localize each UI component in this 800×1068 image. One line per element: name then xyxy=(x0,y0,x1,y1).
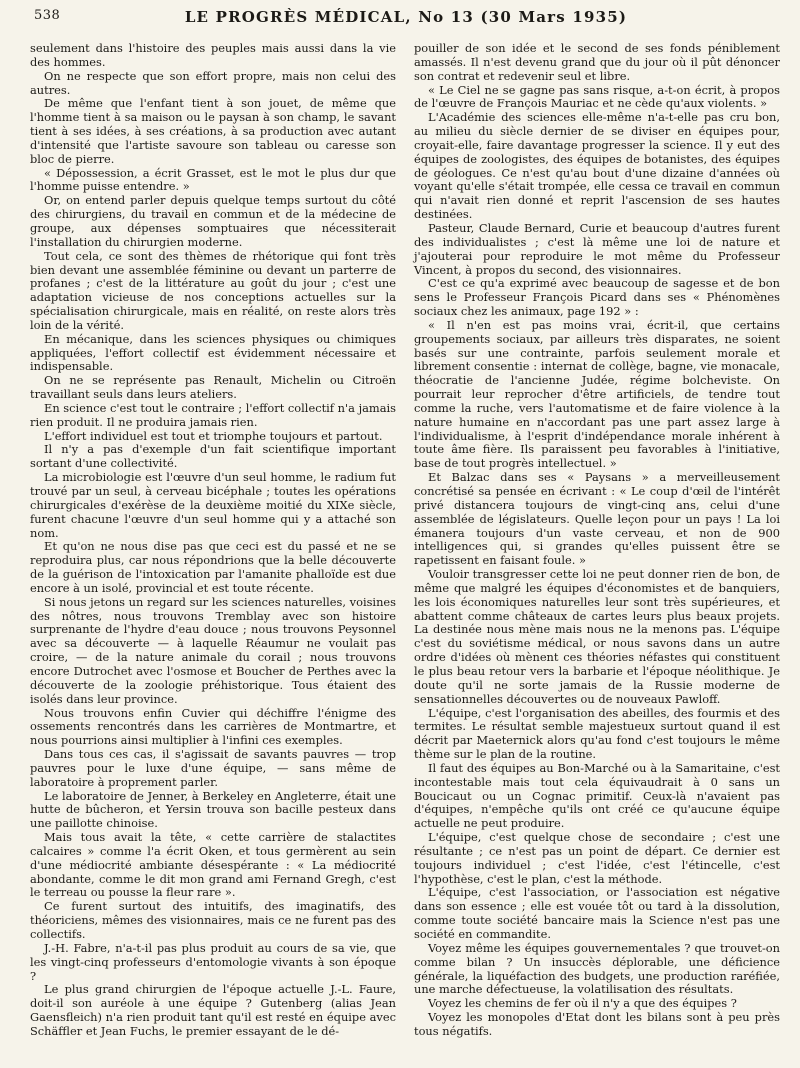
running-title: LE PROGRÈS MÉDICAL, No 13 (30 Mars 1935) xyxy=(184,8,628,26)
paragraph: On ne respecte que son effort propre, mais non celui des autres. xyxy=(30,68,396,97)
paragraph: Nous trouvons enfin Cuvier qui déchiffre l'énigme des ossements rencontrés dans les carrières de Montmartre, et nous pourrions ainsi multiplier à l'infini ces exemples. xyxy=(30,705,396,748)
paragraph: Dans tous ces cas, il s'agissait de savants pauvres — trop pauvres pour le luxe d'une équipe, — sans même de laboratoire à proprement parler. xyxy=(30,747,396,789)
paragraph: La microbiologie est l'œuvre d'un seul homme, le radium fut trouvé par un seul, à cerveau bicéphale ; toutes les opérations chirurgicales d'exérèse de la deuxième moitié du XIXe siècle, furent chacune l'œuvre d'un seul homme qui y a attaché son nom. xyxy=(30,470,396,540)
paragraph: pouiller de son idée et le second de ses fonds péniblement amassés. Il n'est devenu grand que du jour où il pût dénoncer son contrat et redevenir seul et libre. xyxy=(414,41,780,83)
paragraph: On ne se représente pas Renault, Michelin ou Citroën travaillant seuls dans leurs ateliers. xyxy=(30,373,396,402)
paragraph: Il n'y a pas d'exemple d'un fait scientifique important sortant d'une collectivité. xyxy=(30,442,396,471)
paragraph: Ce furent surtout des intuitifs, des imaginatifs, des théoriciens, mêmes des visionnaires, mais ce ne furent pas des collectifs. xyxy=(30,899,396,941)
paragraph: L'équipe, c'est quelque chose de secondaire ; c'est une résultante ; ce n'est pas un point de départ. Ce dernier est toujours individuel ; c'est l'idée, c'est l'étincelle, c'est l'hypothèse, c'est le plan, c'est la méthode. xyxy=(414,830,780,886)
running-header xyxy=(34,8,778,26)
paragraph: L'équipe, c'est l'organisation des abeilles, des fourmis et des termites. Le résultat semble majestueux surtout quand il est décrit par Maeternick alors qu'au fond c'est toujours le même thème sur le plan de la routine. xyxy=(414,705,780,762)
paragraph: L'Académie des sciences elle-même n'a-t-elle pas cru bon, au milieu du siècle dernier de se diviser en équipes pour, croyait-elle, faire davantage progresser la science. Il y eut des équipes de zoologistes, des équipes de botanistes, des équipes de géologues. Ce n'est qu'au bout d'une dizaine d'années où voyant qu'elle s'était trompée, elle cessa ce travail en commun qui n'avait rien donné et reprit l'ascension de ses hautes destinées. xyxy=(414,110,780,222)
paragraph: De même que l'enfant tient à son jouet, de même que l'homme tient à sa maison ou le paysan à son champ, le savant tient à ses idées, à ses créations, à sa production avec autant d'intensité que l'artiste savoure son tableau ou caresse son bloc de pierre. xyxy=(30,96,396,166)
paragraph: En mécanique, dans les sciences physiques ou chimiques appliquées, l'effort collectif est évidemment nécessaire et indispensable. xyxy=(30,331,396,374)
paragraph: « Le Ciel ne se gagne pas sans risque, a-t-on écrit, à propos de l'œuvre de François Mauriac et ne cède qu'aux violents. » xyxy=(414,82,780,111)
paragraph: Or, on entend parler depuis quelque temps surtout du côté des chirurgiens, du travail en commun et de la médecine de groupe, aux dépenses somptuaires que nécessiterait l'installation du chirurgien moderne. xyxy=(30,193,396,249)
paragraph: seulement dans l'histoire des peuples mais aussi dans la vie des hommes. xyxy=(30,41,396,69)
paragraph: Il faut des équipes au Bon-Marché ou à la Samaritaine, c'est incontestable mais tout cela équivaudrait à 0 sans un Boucicaut ou un Cognac primitif. Ceux-là n'avaient pas d'équipes, n'empêche qu'ils ont créé ce qu'aucune équipe actuelle ne peut produire. xyxy=(414,760,780,831)
paragraph: « Dépossession, a écrit Grasset, est le mot le plus dur que l'homme puisse entendre. » xyxy=(30,165,396,194)
paragraph: Pasteur, Claude Bernard, Curie et beaucoup d'autres furent des individualistes ; c'est là même une loi de nature et j'ajouterai pour reproduire le mot même du Professeur Vincent, à propos du second, des visionnaires. xyxy=(414,220,780,277)
paragraph: « Il n'en est pas moins vrai, écrit-il, que certains groupements sociaux, par ailleurs très disparates, ne soient basés sur une contrainte, parfois seulement morale et librement consentie : internat de collège, bagne, vie monacale, théocratie de l'ancienne Judée, régime bolcheviste. On pourrait leur reprocher d'être artificiels, de tendre tout comme la ruche, vers l'automatisme et de faire violence à la nature humaine en n'accordant pas une part assez large à l'individualisme, à l'esprit d'indépendance morale inhérent à toute âme fière. Ils paraissent peu favorables à l'initiative, base de tout progrès intellectuel. » xyxy=(414,317,780,471)
paragraph: J.-H. Fabre, n'a-t-il pas plus produit au cours de sa vie, que les vingt-cinq professeurs d'entomologie vivants à son époque ? xyxy=(30,940,396,983)
page-number: 538 xyxy=(34,8,61,23)
paragraph: Voyez même les équipes gouvernementales ? que trouvet-on comme bilan ? Un insuccès déplorable, une déficience générale, la liquéfaction des budgets, une production raréfiée, une marche défectueuse, la volatilisation des résultats. xyxy=(414,940,780,997)
paragraph: Et qu'on ne nous dise pas que ceci est du passé et ne se reproduira plus, car nous répondrions que la belle découverte de la guérison de l'intoxication par l'amanite phalloïde est due encore à un isolé, provincial et est toute récente. xyxy=(30,539,396,595)
paragraph: Si nous jetons un regard sur les sciences naturelles, voisines des nôtres, nous trouvons Tremblay avec son histoire surprenante de l'hydre d'eau douce ; nous trouvons Peysonnel avec sa découverte — à laquelle Réaumur ne voulait pas croire, — de la nature animale du corail ; nous trouvons encore Dutrochet avec l'osmose et Boucher de Perthes avec la découverte de la zoologie préhistorique. Tous étaient des isolés dans leur province. xyxy=(30,594,396,706)
paragraph: En science c'est tout le contraire ; l'effort collectif n'a jamais rien produit. Il ne produira jamais rien. xyxy=(30,400,396,429)
paragraph: Vouloir transgresser cette loi ne peut donner rien de bon, de même que malgré les équipes d'économistes et de banquiers, les lois économiques naturelles leur sont très supérieures, et abattent comme châteaux de cartes leurs plus beaux projets. La destinée nous mène mais nous ne la menons pas. L'équipe c'est du soviétisme médical, or nous savons dans un autre ordre d'idées où mènent ces théories néfastes qui constituent le plus beau retour vers la barbarie et l'époque néolithique. Je doute qu'il ne sorte jamais de la Russie moderne de sensationnelles découvertes ou de nouveaux Pawloff. xyxy=(414,567,780,706)
paragraph: Le laboratoire de Jenner, à Berkeley en Angleterre, était une hutte de bûcheron, et Yersin trouva son bacille pesteux dans une paillotte chinoise. xyxy=(30,788,396,831)
paragraph: Mais tous avait la tête, « cette carrière de stalactites calcaires » comme l'a écrit Oken, et tous germèrent au sein d'une médiocrité ambiante désespérante : « La médiocrité abondante, comme le dit mon grand ami Fernand Gregh, c'est le terreau ou pousse la fleur rare ». xyxy=(30,830,396,900)
paragraph: Tout cela, ce sont des thèmes de rhétorique qui font très bien devant une assemblée féminine ou devant un parterre de profanes ; c'est de la littérature au goût du jour ; c'est une adaptation vicieuse de nos conceptions actuelles sur la spécialisation chirurgicale, mais en réalité, on reste alors très loin de la vérité. xyxy=(30,248,396,332)
paragraph: Voyez les monopoles d'Etat dont les bilans sont à peu près tous négatifs. xyxy=(414,1010,780,1038)
paragraph: Voyez les chemins de fer où il n'y a que des équipes ? xyxy=(428,996,737,1011)
column-gutter xyxy=(405,42,406,1042)
paragraph: Le plus grand chirurgien de l'époque actuelle J.-L. Faure, doit-il son auréole à une équipe ? Gutenberg (alias Jean Gaensfleich) n'a rien produit tant qu'il est resté en équipe avec Schäffler et Jean Fuchs, le premier essayant de le dé- xyxy=(30,982,396,1038)
paragraph: L'équipe, c'est l'association, or l'association est négative dans son essence ; elle est vouée tôt ou tard à la dissolution, comme toute société bancaire mais la Science n'est pas une société en commandite. xyxy=(414,885,780,941)
right-column xyxy=(414,42,780,1039)
paragraph: C'est ce qu'a exprimé avec beaucoup de sagesse et de bon sens le Professeur François Picard dans ses « Phénomènes sociaux chez les animaux, page 192 » : xyxy=(414,276,780,319)
paragraph: L'effort individuel est tout et triomphe toujours et partout. xyxy=(44,428,383,443)
paragraph: Et Balzac dans ses « Paysans » a merveilleusement concrétisé sa pensée en écrivant : « Le coup d'œil de l'intérêt privé distancera toujours de vingt-cinq ans, celui d'une assemblée de législateurs. Quelle leçon pour un pays ! La loi émanera toujours d'un vaste cerveau, et non de 900 intelligences qui, si grandes qu'elles puissent être se rapetissent en faisant foule. » xyxy=(414,470,780,568)
left-column xyxy=(30,42,396,1039)
